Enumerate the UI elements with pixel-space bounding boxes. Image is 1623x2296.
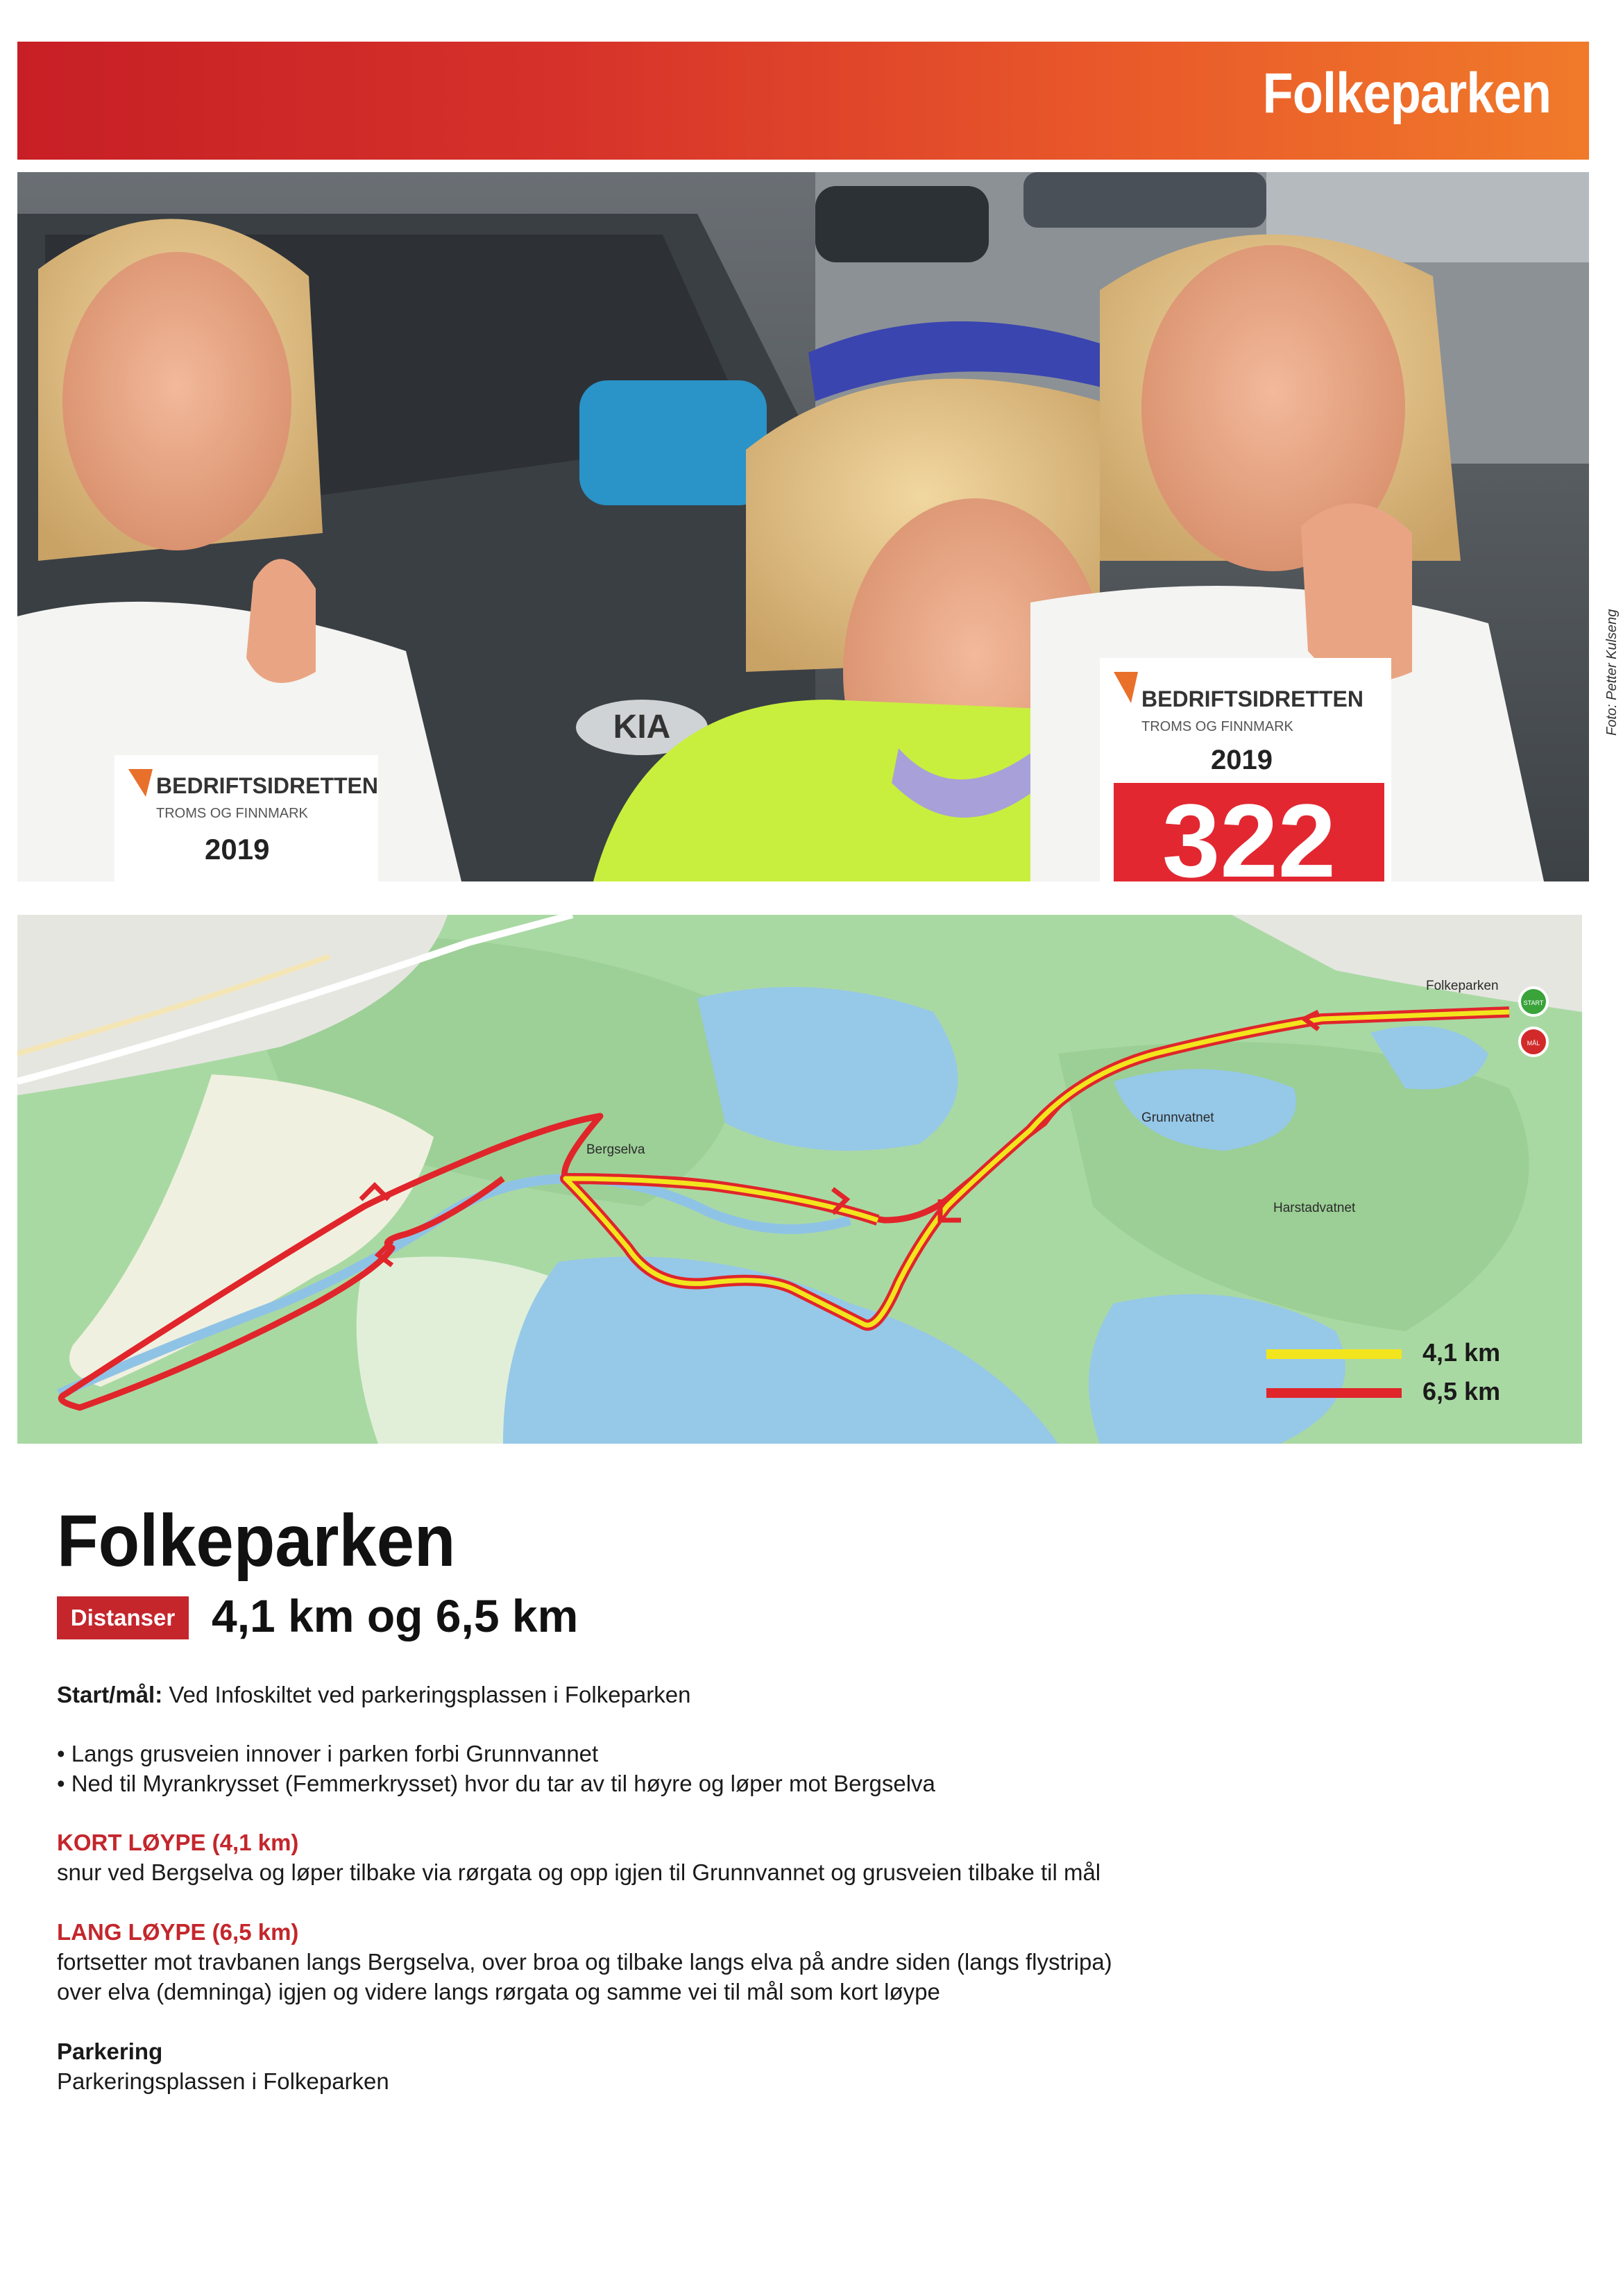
short-route-section bbox=[57, 1827, 1101, 1887]
start-finish-label: Start/mål: bbox=[57, 1682, 163, 1707]
distances-value: 4,1 km og 6,5 km bbox=[212, 1590, 579, 1641]
legend-line-short bbox=[1266, 1349, 1402, 1359]
legend-line-long bbox=[1266, 1388, 1402, 1398]
header-bar bbox=[17, 42, 1589, 160]
long-route-heading: LANG LØYPE (6,5 km) bbox=[57, 1919, 299, 1945]
hero-photo bbox=[17, 172, 1589, 881]
start-marker-label: START bbox=[1523, 999, 1544, 1006]
bib-org-left: BEDRIFTSIDRETTEN bbox=[156, 773, 378, 798]
short-route-text: snur ved Bergselva og løper tilbake via rørgata og opp igjen til Grunnvannet og grusveien tilbake til mål bbox=[57, 1859, 1101, 1885]
bib-org-right: BEDRIFTSIDRETTEN bbox=[1141, 686, 1363, 711]
parking-heading: Parkering bbox=[57, 2038, 163, 2064]
legend-label-long: 6,5 km bbox=[1422, 1377, 1501, 1406]
long-route-section bbox=[57, 1917, 1112, 2007]
photo-credit: Foto: Petter Kulseng bbox=[1604, 609, 1620, 736]
page-title: Folkeparken bbox=[57, 1500, 456, 1582]
bullet-item: • Langs grusveien innover i parken forbi Grunnvannet bbox=[57, 1741, 599, 1766]
legend-label-short: 4,1 km bbox=[1422, 1338, 1501, 1367]
map-label-folkeparken: Folkeparken bbox=[1426, 979, 1499, 993]
long-route-text-2: over elva (demninga) igjen og videre langs rørgata og samme vei til mål som kort løype bbox=[57, 1979, 940, 2004]
short-route-heading: KORT LØYPE (4,1 km) bbox=[57, 1830, 299, 1855]
map-label-grunnvatnet: Grunnvatnet bbox=[1141, 1111, 1214, 1125]
parking-section bbox=[57, 2036, 389, 2096]
long-route-text-1: fortsetter mot travbanen langs Bergselva, over broa og tilbake langs elva på andre siden (langs flystripa) bbox=[57, 1949, 1112, 1975]
bullet-item: • Ned til Myrankrysset (Femmerkrysset) hvor du tar av til høyre og løper mot Bergselva bbox=[57, 1771, 935, 1796]
car-badge: KIA bbox=[613, 709, 671, 745]
start-finish-text: Ved Infoskiltet ved parkeringsplassen i Folkeparken bbox=[162, 1682, 691, 1707]
start-finish-line bbox=[57, 1680, 690, 1710]
route-map bbox=[17, 915, 1582, 1444]
bib-number: 322 bbox=[1162, 782, 1336, 881]
bib-year-right: 2019 bbox=[1211, 745, 1273, 775]
map-label-bergselva: Bergselva bbox=[586, 1142, 645, 1157]
map-label-harstadvatnet: Harstadvatnet bbox=[1273, 1201, 1356, 1215]
bib-year-left: 2019 bbox=[205, 833, 270, 866]
header-title: Folkeparken bbox=[1262, 62, 1551, 125]
distances-badge: Distanser bbox=[57, 1596, 189, 1639]
parking-text: Parkeringsplassen i Folkeparken bbox=[57, 2068, 389, 2094]
bib-sub-right: TROMS OG FINNMARK bbox=[1141, 719, 1293, 734]
bib-sub-left: TROMS OG FINNMARK bbox=[156, 806, 308, 821]
finish-marker-label: MÅL bbox=[1527, 1040, 1540, 1047]
route-bullets bbox=[57, 1739, 935, 1798]
